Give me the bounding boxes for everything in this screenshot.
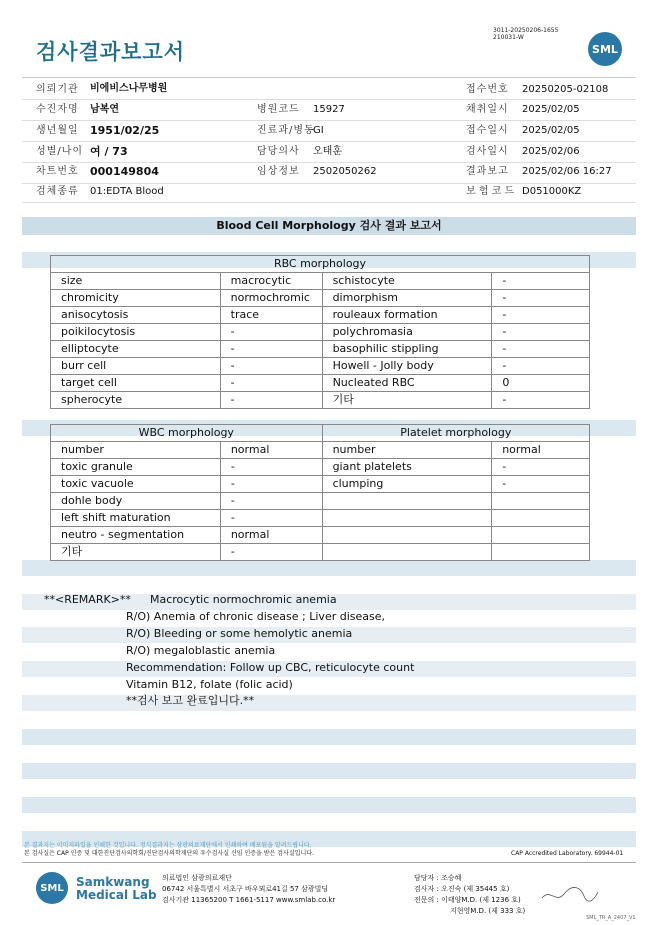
rbc-item: elliptocyte bbox=[51, 341, 221, 358]
wbc-value: normal bbox=[220, 442, 322, 459]
wbc-item bbox=[322, 527, 492, 544]
wbc-value: normal bbox=[492, 442, 590, 459]
specimen-label: 검체종류 bbox=[36, 186, 79, 197]
rbc-item: anisocytosis bbox=[51, 307, 221, 324]
specimen-value: 01:EDTA Blood bbox=[90, 186, 164, 197]
dob-value: 1951/02/25 bbox=[90, 124, 160, 137]
document-id bbox=[493, 27, 558, 41]
rbc-row bbox=[51, 358, 590, 375]
wbc-item bbox=[322, 493, 492, 510]
test-date-value: 2025/02/06 bbox=[522, 146, 580, 157]
document-id-line2: 210031-W bbox=[493, 34, 524, 41]
brand-name bbox=[76, 876, 157, 902]
rbc-item: target cell bbox=[51, 375, 221, 392]
rbc-item: polychromasia bbox=[322, 324, 492, 341]
rbc-morphology-table bbox=[50, 255, 590, 409]
wbc-value bbox=[492, 527, 590, 544]
rbc-value: - bbox=[492, 273, 590, 290]
rbc-value: - bbox=[492, 392, 590, 409]
rbc-value: - bbox=[492, 307, 590, 324]
cap-accreditation: CAP Accredited Laboratory. 69944-01 bbox=[511, 850, 624, 857]
wbc-value bbox=[492, 544, 590, 561]
wbc-value: - bbox=[220, 459, 322, 476]
remark-line: R/O) Bleeding or some hemolytic anemia bbox=[126, 627, 353, 640]
notice-image-print: 본 결과지는 이미지파일을 인쇄한 것입니다. 정식결과지는 삼광의료재단에서 인쇄하여 배포됨을 알려드립니다. bbox=[24, 842, 312, 849]
sml-logo: SML bbox=[588, 32, 622, 66]
rbc-value: - bbox=[220, 358, 322, 375]
wbc-item: giant platelets bbox=[322, 459, 492, 476]
rbc-value: - bbox=[220, 392, 322, 409]
wbc-value: - bbox=[220, 544, 322, 561]
report-title: Blood Cell Morphology 검사 결과 보고서 bbox=[22, 217, 636, 235]
signature-scribble bbox=[540, 880, 600, 910]
hospital-code-label: 병원코드 bbox=[257, 104, 300, 115]
brand-line1: Samkwang bbox=[76, 875, 150, 889]
doctor-label: 담당의사 bbox=[257, 146, 300, 157]
wbc-row bbox=[51, 476, 590, 493]
wbc-value: - bbox=[492, 459, 590, 476]
chart-value: 000149804 bbox=[90, 165, 159, 178]
wbc-value: - bbox=[220, 510, 322, 527]
staff-line: 전문의 : 이태양M.D. (제 1236 호) bbox=[414, 896, 521, 904]
hospital-label: 의뢰기관 bbox=[36, 84, 79, 95]
receipt-date-value: 2025/02/05 bbox=[522, 125, 580, 136]
wbc-value bbox=[492, 493, 590, 510]
organization-info bbox=[162, 873, 335, 906]
wbc-row bbox=[51, 442, 590, 459]
rbc-row bbox=[51, 307, 590, 324]
insurance-value: D051000KZ bbox=[522, 186, 582, 197]
wbc-row bbox=[51, 510, 590, 527]
wbc-value: normal bbox=[220, 527, 322, 544]
rbc-value: trace bbox=[220, 307, 322, 324]
staff-line: 담당자 : 조승혜 bbox=[414, 874, 462, 882]
wbc-row bbox=[51, 544, 590, 561]
collect-value: 2025/02/05 bbox=[522, 104, 580, 115]
wbc-item: clumping bbox=[322, 476, 492, 493]
rbc-item: schistocyte bbox=[322, 273, 492, 290]
rbc-row bbox=[51, 392, 590, 409]
wbc-item: 기타 bbox=[51, 544, 221, 561]
rbc-value: macrocytic bbox=[220, 273, 322, 290]
organization-address: 06742 서울특별시 서초구 바우뫼로41길 57 삼광빌딩 bbox=[162, 885, 329, 893]
test-date-label: 검사일시 bbox=[466, 146, 509, 157]
rbc-row bbox=[51, 341, 590, 358]
rbc-value: - bbox=[220, 341, 322, 358]
rbc-item: size bbox=[51, 273, 221, 290]
receipt-date-label: 접수일시 bbox=[466, 125, 509, 136]
rbc-value: 0 bbox=[492, 375, 590, 392]
wbc-row bbox=[51, 493, 590, 510]
rbc-value: - bbox=[220, 324, 322, 341]
rbc-row bbox=[51, 324, 590, 341]
wbc-value bbox=[492, 510, 590, 527]
rbc-item: poikilocytosis bbox=[51, 324, 221, 341]
wbc-item: number bbox=[322, 442, 492, 459]
rbc-item: burr cell bbox=[51, 358, 221, 375]
wbc-heading: WBC morphology bbox=[51, 425, 323, 442]
notice-accreditation: 본 검사실은 CAP 인증 및 대한진단검사의학회/진단검사의학재단의 우수검사실 신임 인증을 받은 검사실입니다. bbox=[24, 850, 314, 857]
wbc-row bbox=[51, 459, 590, 476]
wbc-value: - bbox=[220, 493, 322, 510]
remark-line: Recommendation: Follow up CBC, reticulocyte count bbox=[126, 661, 415, 674]
document-id-line1: 3011-20250206-1655 bbox=[493, 27, 559, 34]
wbc-item: left shift maturation bbox=[51, 510, 221, 527]
patient-value: 남복연 bbox=[90, 104, 119, 115]
brand-line2: Medical Lab bbox=[76, 888, 157, 902]
rbc-value: - bbox=[492, 290, 590, 307]
staff-info bbox=[414, 873, 525, 917]
sex-age-label: 성별/나이 bbox=[36, 146, 84, 157]
rbc-item: dimorphism bbox=[322, 290, 492, 307]
wbc-row bbox=[51, 527, 590, 544]
remark-line: R/O) Anemia of chronic disease ; Liver disease, bbox=[126, 610, 385, 623]
remark-line: Macrocytic normochromic anemia bbox=[150, 593, 337, 606]
wbc-item: toxic granule bbox=[51, 459, 221, 476]
remark-label: **<REMARK>** bbox=[44, 593, 131, 606]
rbc-item: 기타 bbox=[322, 392, 492, 409]
organization-contact: 검사기관 11365200 T 1661-5117 www.smlab.co.kr bbox=[162, 896, 336, 904]
platelet-heading: Platelet morphology bbox=[322, 425, 589, 442]
rbc-item: chromicity bbox=[51, 290, 221, 307]
wbc-item: toxic vacuole bbox=[51, 476, 221, 493]
dob-label: 생년월일 bbox=[36, 125, 79, 136]
rbc-item: Howell - Jolly body bbox=[322, 358, 492, 375]
wbc-platelet-table bbox=[50, 424, 590, 561]
remark-line: **검사 보고 완료입니다.** bbox=[126, 694, 255, 707]
wbc-item bbox=[322, 510, 492, 527]
wbc-value: - bbox=[492, 476, 590, 493]
organization-name: 의료법인 삼광의료재단 bbox=[162, 874, 232, 882]
page-title: 검사결과보고서 bbox=[36, 40, 186, 64]
dept-value: GI bbox=[313, 125, 324, 136]
clinical-value: 2502050262 bbox=[313, 166, 377, 177]
dept-label: 진료과/병동 bbox=[257, 125, 315, 136]
sml-footer-logo: SML bbox=[36, 872, 68, 904]
rbc-value: - bbox=[220, 375, 322, 392]
staff-line: 지현영M.D. (제 333 호) bbox=[450, 907, 526, 915]
wbc-item: neutro - segmentation bbox=[51, 527, 221, 544]
doctor-value: 오태훈 bbox=[313, 146, 342, 157]
rbc-item: Nucleated RBC bbox=[322, 375, 492, 392]
collect-label: 채취일시 bbox=[466, 104, 509, 115]
remark-line: R/O) megaloblastic anemia bbox=[126, 644, 276, 657]
wbc-value: - bbox=[220, 476, 322, 493]
report-value: 2025/02/06 16:27 bbox=[522, 166, 612, 177]
rbc-value: - bbox=[492, 324, 590, 341]
remark-line: Vitamin B12, folate (folic acid) bbox=[126, 678, 293, 691]
clinical-label: 임상정보 bbox=[257, 166, 300, 177]
rbc-row bbox=[51, 375, 590, 392]
rbc-heading: RBC morphology bbox=[51, 256, 590, 273]
rbc-value: - bbox=[492, 358, 590, 375]
rbc-item: rouleaux formation bbox=[322, 307, 492, 324]
hospital-value: 비에비스나무병원 bbox=[90, 83, 168, 94]
patient-label: 수진자명 bbox=[36, 104, 79, 115]
staff-line: 검사자 : 오진숙 (제 35445 호) bbox=[414, 885, 510, 893]
hospital-code-value: 15927 bbox=[313, 104, 345, 115]
chart-label: 차트번호 bbox=[36, 166, 79, 177]
report-label: 결과보고 bbox=[466, 166, 509, 177]
rbc-value: normochromic bbox=[220, 290, 322, 307]
wbc-item: number bbox=[51, 442, 221, 459]
rbc-item: basophilic stippling bbox=[322, 341, 492, 358]
wbc-item: dohle body bbox=[51, 493, 221, 510]
receipt-no-label: 접수번호 bbox=[466, 84, 509, 95]
rbc-value: - bbox=[492, 341, 590, 358]
receipt-no-value: 20250205-02108 bbox=[522, 84, 609, 95]
rbc-row bbox=[51, 273, 590, 290]
insurance-label: 보 험 코 드 bbox=[466, 186, 515, 197]
rbc-row bbox=[51, 290, 590, 307]
sex-age-value: 여 / 73 bbox=[90, 145, 128, 158]
wbc-item bbox=[322, 544, 492, 561]
form-id: SML_TR_A_2407_V1 bbox=[586, 915, 636, 921]
rbc-item: spherocyte bbox=[51, 392, 221, 409]
